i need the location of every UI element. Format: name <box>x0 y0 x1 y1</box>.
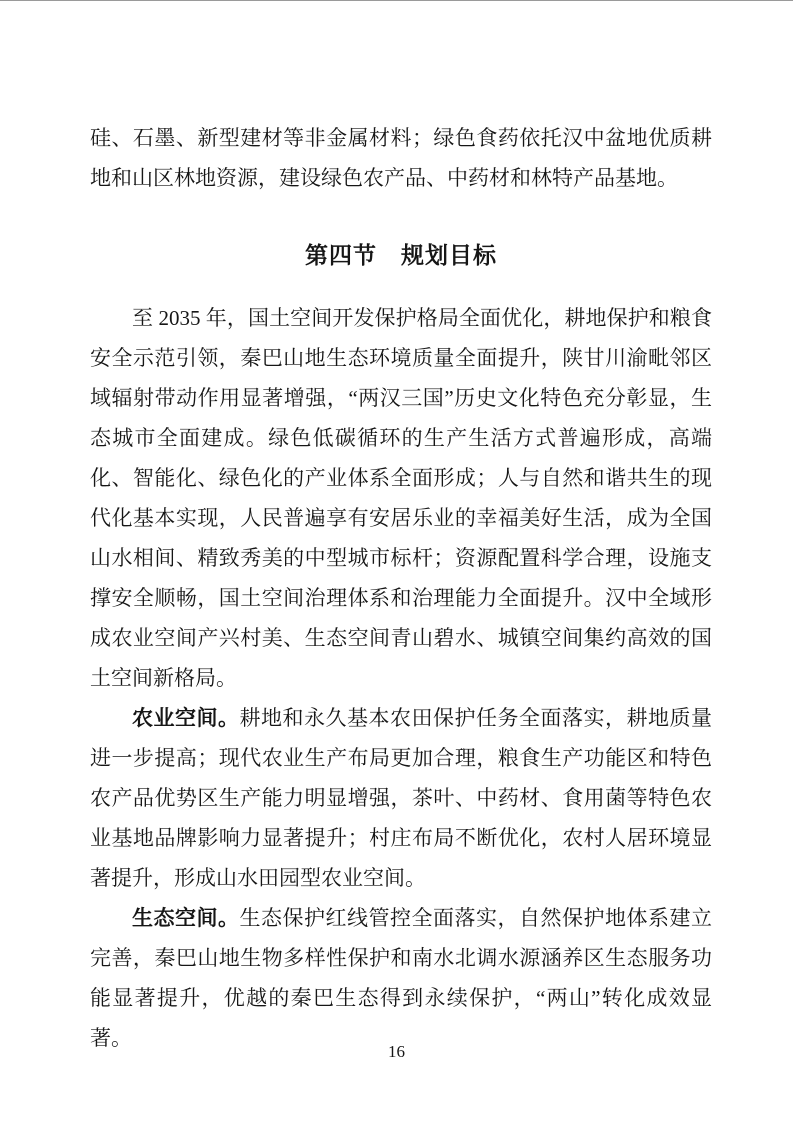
body-paragraph-ecological-space <box>90 898 712 1058</box>
paragraph-text: 生态保护红线管控全面落实，自然保护地体系建立完善，秦巴山地生物多样性保护和南水北调水源涵养区生态服务功能显著提升，优越的秦巴生态得到永续保护，“两山”转化成效显著。 <box>90 906 712 1050</box>
body-paragraph-agriculture-space <box>90 698 712 898</box>
intro-paragraph: 硅、石墨、新型建材等非金属材料；绿色食药依托汉中盆地优质耕地和山区林地资源，建设绿色农产品、中药材和林特产品基地。 <box>90 126 712 190</box>
section-heading: 第四节 规划目标 <box>305 243 497 268</box>
page-content <box>90 118 712 1058</box>
paragraph-text: 耕地和永久基本农田保护任务全面落实，耕地质量进一步提高；现代农业生产布局更加合理，粮食生产功能区和特色农产品优势区生产能力明显增强，茶叶、中药材、食用菌等特色农业基地品牌影响力显著提升；村庄布局不断优化，农村人居环境显著提升，形成山水田园型农业空间。 <box>90 706 712 890</box>
body-paragraph-goals <box>90 298 712 698</box>
paragraph-lead: 农业空间。 <box>132 706 240 730</box>
page-number: 16 <box>388 1042 405 1061</box>
paragraph-text: 至 2035 年，国土空间开发保护格局全面优化，耕地保护和粮食安全示范引领，秦巴山地生态环境质量全面提升，陕甘川渝毗邻区域辐射带动作用显著增强，“两汉三国”历史文化特色充分彰显，生态城市全面建成。绿色低碳循环的生产生活方式普遍形成，高端化、智能化、绿色化的产业体系全面形成；人与自然和谐共生的现代化基本实现，人民普遍享有安居乐业的幸福美好生活，成为全国山水相间、精致秀美的中型城市标杆；资源配置科学合理，设施支撑安全顺畅，国土空间治理体系和治理能力全面提升。汉中全域形成农业空间产兴村美、生态空间青山碧水、城镇空间集约高效的国土空间新格局。 <box>90 306 712 690</box>
paragraph-lead: 生态空间。 <box>132 906 240 930</box>
